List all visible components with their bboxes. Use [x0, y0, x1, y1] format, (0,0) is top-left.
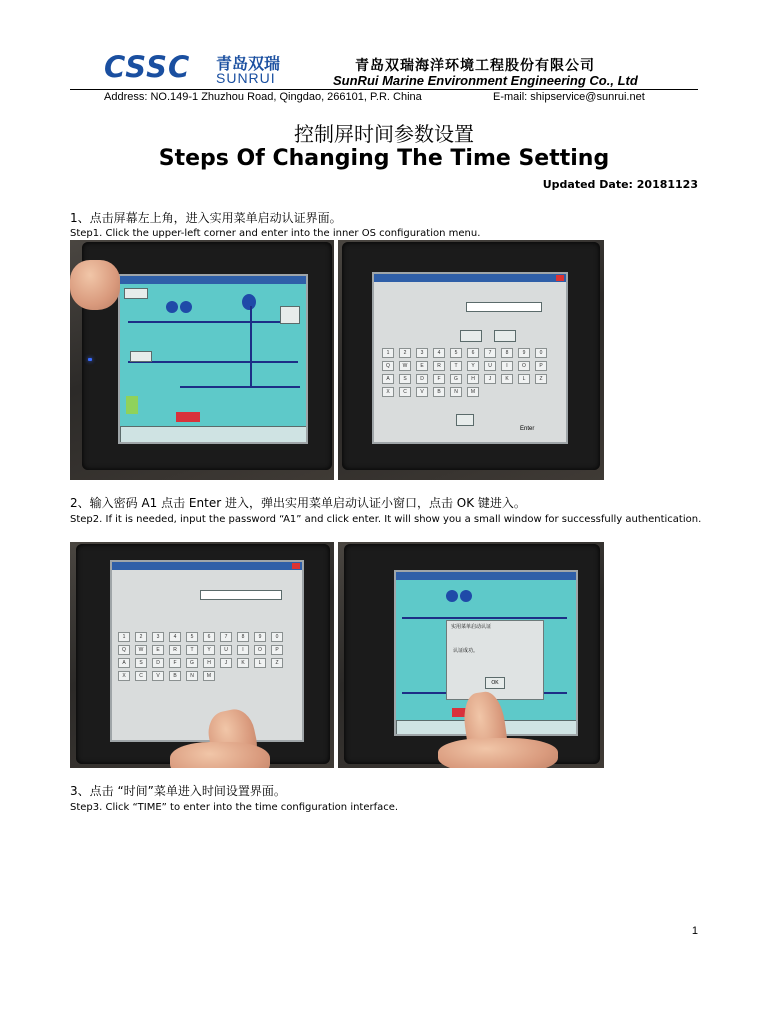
- keyboard-key[interactable]: M: [203, 671, 215, 681]
- keyboard-key[interactable]: 0: [271, 632, 283, 642]
- keyboard-key[interactable]: 2: [135, 632, 147, 642]
- keyboard-key[interactable]: Q: [118, 645, 130, 655]
- virtual-keyboard[interactable]: [118, 632, 298, 702]
- keyboard-key[interactable]: X: [382, 387, 394, 397]
- keyboard-key[interactable]: P: [535, 361, 547, 371]
- step2-en: Step2. If it is needed, input the password “A1” and click enter. It will show you a small window for successfully authentication.: [70, 514, 702, 525]
- photo-auth-success: [338, 542, 604, 768]
- keyboard-key[interactable]: 8: [501, 348, 513, 358]
- keyboard-key[interactable]: J: [484, 374, 496, 384]
- keyboard-key[interactable]: H: [203, 658, 215, 668]
- photo-password-keyboard: [338, 240, 604, 480]
- document-title-cn: 控制屏时间参数设置: [294, 122, 474, 146]
- virtual-keyboard[interactable]: [382, 348, 562, 408]
- keyboard-key[interactable]: 5: [450, 348, 462, 358]
- keyboard-key[interactable]: G: [450, 374, 462, 384]
- hmi-title-bar: [396, 572, 576, 580]
- photo-enter-password: [70, 542, 334, 768]
- keyboard-key[interactable]: K: [501, 374, 513, 384]
- keyboard-key[interactable]: M: [467, 387, 479, 397]
- keyboard-key[interactable]: C: [399, 387, 411, 397]
- sunrui-logo-cn: 青岛双瑞: [216, 54, 281, 73]
- company-name-en: SunRui Marine Environment Engineering Co., Ltd: [333, 73, 638, 88]
- keyboard-key[interactable]: 5: [186, 632, 198, 642]
- keyboard-key[interactable]: U: [484, 361, 496, 371]
- pump-icon: [446, 590, 458, 602]
- step1-cn: 1、点击屏幕左上角，进入实用菜单启动认证界面。: [70, 211, 342, 225]
- keyboard-key[interactable]: 3: [152, 632, 164, 642]
- keyboard-key[interactable]: C: [135, 671, 147, 681]
- keyboard-key[interactable]: D: [416, 374, 428, 384]
- hmi-title-bar: [112, 562, 302, 570]
- keyboard-key[interactable]: Y: [467, 361, 479, 371]
- keyboard-key[interactable]: Z: [271, 658, 283, 668]
- keyboard-key[interactable]: 6: [203, 632, 215, 642]
- bottom-menu-bar[interactable]: [120, 426, 308, 444]
- enter-label[interactable]: Enter: [520, 426, 535, 432]
- cssc-logo: CSSC: [104, 50, 191, 84]
- hmi-screen: [118, 274, 308, 444]
- hmi-title-bar: [120, 276, 306, 284]
- keyboard-key[interactable]: U: [220, 645, 232, 655]
- keyboard-key[interactable]: O: [518, 361, 530, 371]
- keyboard-key[interactable]: R: [433, 361, 445, 371]
- keyboard-key[interactable]: A: [118, 658, 130, 668]
- keyboard-key[interactable]: 1: [118, 632, 130, 642]
- sunrui-logo-en: SUNRUI: [216, 70, 276, 86]
- keyboard-key[interactable]: F: [433, 374, 445, 384]
- keyboard-key[interactable]: E: [152, 645, 164, 655]
- keyboard-key[interactable]: S: [135, 658, 147, 668]
- keyboard-key[interactable]: B: [169, 671, 181, 681]
- step3-en: Step3. Click “TIME” to enter into the time configuration interface.: [70, 802, 399, 813]
- keyboard-key[interactable]: 9: [254, 632, 266, 642]
- keyboard-key[interactable]: W: [399, 361, 411, 371]
- updated-date: Updated Date: 20181123: [542, 178, 698, 191]
- step1-en: Step1. Click the upper-left corner and enter into the inner OS configuration menu.: [70, 228, 481, 239]
- keyboard-key[interactable]: D: [152, 658, 164, 668]
- keyboard-key[interactable]: 4: [169, 632, 181, 642]
- keyboard-key[interactable]: J: [220, 658, 232, 668]
- password-field[interactable]: [200, 590, 282, 600]
- hand: [170, 742, 270, 768]
- keyboard-key[interactable]: H: [467, 374, 479, 384]
- keyboard-key[interactable]: 3: [416, 348, 428, 358]
- keyboard-key[interactable]: K: [237, 658, 249, 668]
- keyboard-key[interactable]: W: [135, 645, 147, 655]
- pointing-finger: [70, 260, 120, 310]
- keyboard-key[interactable]: Y: [203, 645, 215, 655]
- pump-icon: [180, 301, 192, 313]
- keyboard-key[interactable]: 6: [467, 348, 479, 358]
- hand: [438, 738, 558, 768]
- hmi-screen: [110, 560, 304, 742]
- pump-icon: [166, 301, 178, 313]
- password-field[interactable]: [466, 302, 542, 312]
- keyboard-key[interactable]: 8: [237, 632, 249, 642]
- page-number: 1: [691, 925, 698, 937]
- keyboard-key[interactable]: V: [152, 671, 164, 681]
- ok-button[interactable]: OK: [485, 677, 505, 689]
- keyboard-key[interactable]: Z: [535, 374, 547, 384]
- keyboard-key[interactable]: T: [186, 645, 198, 655]
- keyboard-key[interactable]: E: [416, 361, 428, 371]
- keyboard-key[interactable]: 1: [382, 348, 394, 358]
- keyboard-key[interactable]: L: [518, 374, 530, 384]
- keyboard-key[interactable]: V: [416, 387, 428, 397]
- hmi-title-bar: [374, 274, 566, 282]
- pump-icon: [460, 590, 472, 602]
- company-address: Address: NO.149-1 Zhuzhou Road, Qingdao, 266101, P.R. China: [104, 91, 422, 103]
- keyboard-key[interactable]: N: [186, 671, 198, 681]
- status-indicator: [126, 396, 138, 414]
- keyboard-key[interactable]: S: [399, 374, 411, 384]
- keyboard-key[interactable]: X: [118, 671, 130, 681]
- keyboard-key[interactable]: Q: [382, 361, 394, 371]
- auth-dialog-title: 实用菜单启动认证: [451, 624, 492, 630]
- keyboard-key[interactable]: I: [237, 645, 249, 655]
- photo-hmi-main-screen: [70, 240, 334, 480]
- document-title-en: Steps Of Changing The Time Setting: [158, 146, 610, 171]
- auth-dialog-text: 认证成功。: [453, 648, 479, 654]
- keyboard-key[interactable]: A: [382, 374, 394, 384]
- auth-dialog: [446, 620, 544, 700]
- keyboard-key[interactable]: 2: [399, 348, 411, 358]
- keyboard-key[interactable]: L: [254, 658, 266, 668]
- header-divider: [70, 89, 698, 90]
- filter-icon: [242, 294, 256, 310]
- company-name-cn: 青岛双瑞海洋环境工程股份有限公司: [355, 58, 595, 74]
- keyboard-key[interactable]: 9: [518, 348, 530, 358]
- company-email: E-mail: shipservice@sunrui.net: [493, 91, 645, 103]
- hmi-screen: [372, 272, 568, 444]
- keyboard-key[interactable]: N: [450, 387, 462, 397]
- keyboard-key[interactable]: I: [501, 361, 513, 371]
- step3-cn: 3、点击 “时间”菜单进入时间设置界面。: [70, 784, 286, 798]
- power-led-icon: [88, 358, 92, 361]
- keyboard-key[interactable]: 7: [484, 348, 496, 358]
- keyboard-key[interactable]: G: [186, 658, 198, 668]
- keyboard-key[interactable]: 7: [220, 632, 232, 642]
- keyboard-key[interactable]: F: [169, 658, 181, 668]
- keyboard-key[interactable]: T: [450, 361, 462, 371]
- keyboard-key[interactable]: R: [169, 645, 181, 655]
- step2-cn: 2、输入密码 A1 点击 Enter 进入，弹出实用菜单启动认证小窗口，点击 OK 键进入。: [70, 496, 526, 510]
- keyboard-key[interactable]: B: [433, 387, 445, 397]
- keyboard-key[interactable]: O: [254, 645, 266, 655]
- keyboard-key[interactable]: P: [271, 645, 283, 655]
- stop-button[interactable]: [176, 412, 200, 422]
- keyboard-key[interactable]: 0: [535, 348, 547, 358]
- keyboard-key[interactable]: 4: [433, 348, 445, 358]
